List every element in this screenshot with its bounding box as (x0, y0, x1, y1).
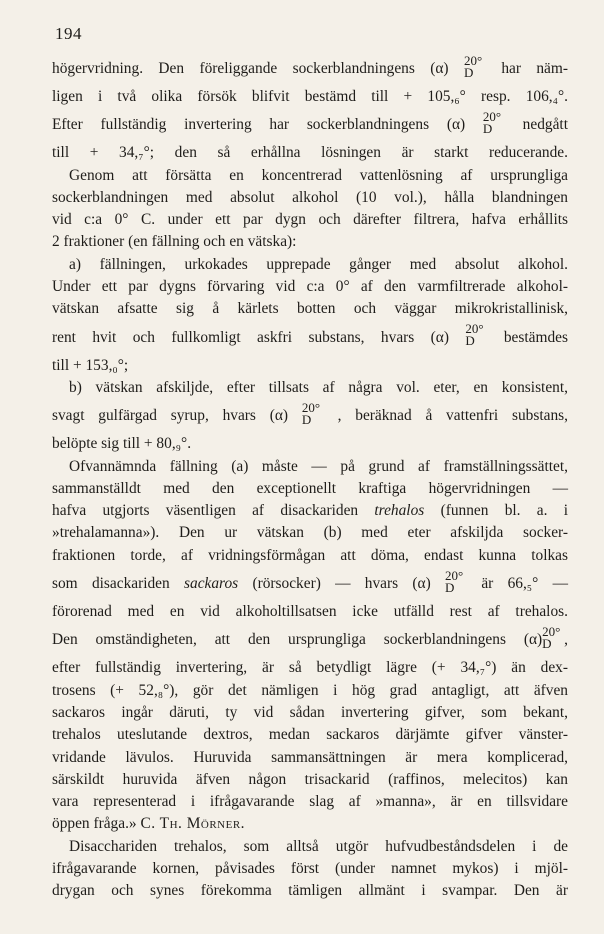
text-line: Den omständigheten, att den ursprungliga sockerblandningens (α) 20° D , (52, 623, 568, 651)
text-line: trehalos uteslutande dextros, medan sackaros därjämte gifver vänster- (52, 726, 568, 744)
text-line: vridande lävulos. Huruvida sammansättningen är mera komplicerad, (52, 748, 568, 766)
text-line: belöpte sig till + 80,₉°. (52, 435, 192, 453)
text-line: ifrågavarande kornen, påvisades först (under namnet mykos) i mjöl- (52, 860, 568, 878)
text-line: 2 fraktioner (en fällning och en vätska): (52, 233, 297, 251)
rotation-symbol: 20° D (542, 623, 561, 651)
text-line: förorenad med en vid alkoholtillsatsen icke utfälld rest af trehalos. (52, 603, 568, 621)
text-line: Under ett par dygns förvaring vid c:a 0° af den varmfiltrerade alkohol- (52, 278, 568, 296)
text-line: Ofvannämnda fällning (a) måste — på grund af framställningssättet, (69, 457, 568, 475)
text-line: ligen i två olika försök blifvit bestämd till + 105,₆° resp. 106,₄°. (52, 88, 568, 105)
body-text (52, 52, 568, 903)
text-line: öppen fråga.» C. Th. Mörner. (52, 815, 246, 833)
text-line: Efter fullständig invertering har sockerblandningens (α) 20° D nedgått (52, 108, 568, 136)
text-line: särskildt huruvida äfven någon trisackarid (raffinos, melecitos) kan (52, 770, 568, 788)
text-line: a) fällningen, urkokades upprepade gånger med absolut alkohol. (69, 255, 568, 273)
text-line: trosens (+ 52,₈°), gör det nämligen i hög grad antagligt, att äfven (52, 681, 568, 699)
text-line: vara representerad i ifrågavarande slag af »manna», är en tillsvidare (52, 793, 568, 811)
text-line: Disacchariden trehalos, som alltså utgör hufvudbeståndsdelen i de (69, 837, 568, 855)
text-line: efter fullständig invertering, är så betydligt lägre (+ 34,₇°) än dex- (52, 659, 568, 677)
text-line: rent hvit och fullkomligt askfri substans, hvars (α) 20° D bestämdes (52, 321, 568, 349)
text-line: svagt gulfärgad syrup, hvars (α) 20° D , beräknad å vattenfri substans, (52, 399, 568, 427)
text-line: vid c:a 0° C. under ett par dygn och därefter filtrera, hafva erhållits (52, 211, 568, 229)
text-line: drygan och synes förekomma tämligen allmänt i svampar. Den är (52, 882, 568, 900)
text-line: sackaros ingår däruti, ty vid sådan invertering gifver, som bekant, (52, 703, 568, 721)
text-line: till + 34,₇°; den så erhållna lösningen är starkt reducerande. (52, 144, 568, 162)
text-line: vätskan afsatte sig å kärlets botten och väggar mikrokristallinisk, (52, 300, 568, 318)
text-line: högervridning. Den föreliggande sockerblandningens (α) 20° D har näm- (52, 52, 568, 80)
rotation-symbol: 20° D (465, 321, 484, 349)
text-line: hafva utgjorts väsentligen af disackariden trehalos (funnen bl. a. i (52, 502, 569, 520)
text-line: Genom att försätta en koncentrerad vattenlösning af ursprungliga (69, 166, 568, 184)
text-line: b) vätskan afskiljde, efter tillsats af några vol. eter, en konsistent, (69, 378, 568, 396)
text-line: »trehalamanna»). Den ur vätskan (b) med eter afskiljda socker- (52, 524, 568, 542)
author-signature: C. Th. Mörner. (140, 815, 246, 833)
text-line: sammanställdt med den exceptionellt kraftiga högervridningen — (52, 479, 568, 497)
rotation-symbol: 20° D (463, 52, 483, 80)
rotation-symbol: 20° D (445, 567, 464, 595)
text-line: som disackariden sackaros (rörsocker) — hvars (α) 20° D är 66,₅° — (52, 567, 569, 595)
page-number: 194 (55, 24, 82, 43)
rotation-symbol: 20° D (482, 108, 502, 136)
text-line: fraktionen torde, af vridningsförmågan att döma, endast kunna tolkas (52, 546, 568, 564)
rotation-symbol: 20° D (301, 399, 321, 427)
text-line: sockerblandningen med absolut alkohol (10 vol.), hålla blandningen (52, 188, 568, 206)
text-line: till + 153,₀°; (52, 356, 129, 374)
